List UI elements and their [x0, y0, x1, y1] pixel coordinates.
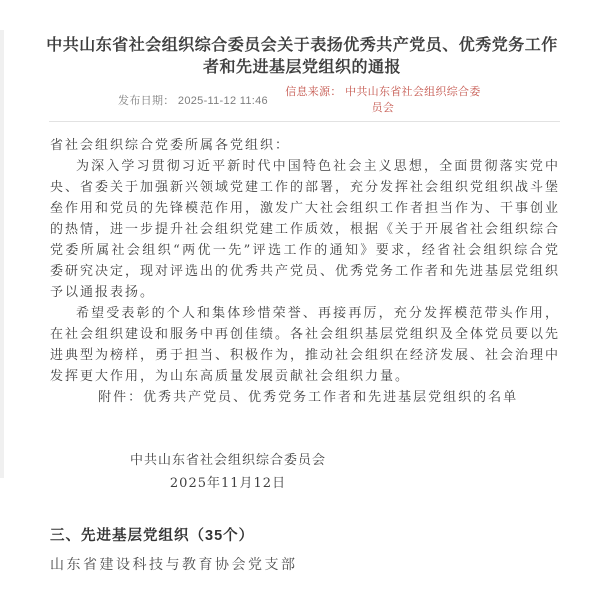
notice-body	[4, 122, 600, 494]
publish-date-label: 发布日期：	[118, 95, 175, 107]
advanced-org-section	[4, 524, 600, 574]
publish-date-value: 2025-11-12 11:46	[177, 95, 268, 107]
document-card	[4, 30, 600, 574]
signature-org: 中共山东省社会组织综合委员会	[129, 453, 326, 468]
salutation-line: 省社会组织综合党委所属各党组织：	[50, 138, 291, 153]
section-heading: 三、先进基层党组织（35个）	[50, 528, 255, 544]
info-source-value: 中共山东省社会组织综合委员会	[345, 86, 481, 114]
page-title: 中共山东省社会组织综合委员会关于表扬优秀共产党员、优秀党务工作者和先进基层党组织的通报	[46, 37, 558, 76]
signature-block	[108, 450, 348, 494]
body-paragraph: 为深入学习贯彻习近平新时代中国特色社会主义思想，全面贯彻落实党中央、省委关于加强新兴领域党建工作的部署，充分发挥社会组织党组织战斗堡垒作用和党员的先锋模范作用，激发广大社会组织工作者担当作为、干事创业的热情，进一步提升社会组织党建工作质效，根据《关于开展省社会组织综合党委所属社会组织“两优一先”评选工作的通知》要求，经省社会组织综合党委研究决定，现对评选出的优秀共产党员、优秀党务工作者和先进基层党组织予以通报表扬。	[50, 159, 561, 300]
publish-date	[118, 92, 268, 108]
signature-date: 2025年11月12日	[169, 476, 287, 491]
attachment-line: 附件：优秀共产党员、优秀党务工作者和先进基层党组织的名单	[98, 390, 519, 405]
org-list-item: 山东省建设科技与教育协会党支部	[50, 557, 298, 573]
body-paragraph: 希望受表彰的个人和集体珍惜荣誉、再接再厉，充分发挥模范带头作用，在社会组织建设和服务中再创佳绩。各社会组织基层党组织及全体党员要以先进典型为榜样，勇于担当、积极作为，推动社会组织在经济发展、社会治理中发挥更大作用，为山东高质量发展贡献社会组织力量。	[50, 306, 561, 384]
info-source	[280, 84, 486, 116]
info-source-label: 信息来源：	[285, 86, 342, 98]
document-meta	[4, 84, 600, 116]
